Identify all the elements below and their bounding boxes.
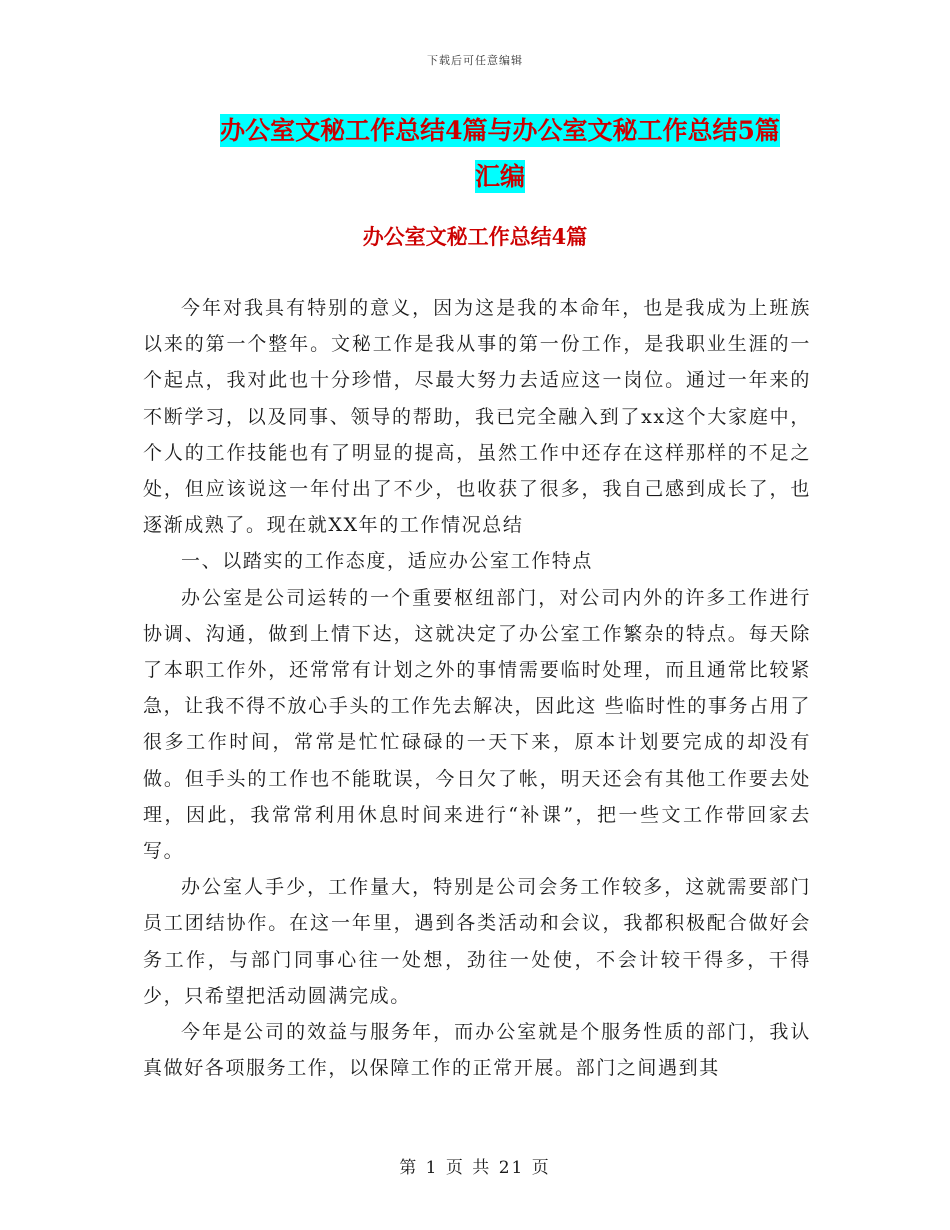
paragraph: 办公室人手少，工作量大，特别是公司会务工作较多，这就需要部门员工团结协作。在这一年里，遇到各类活动和会议，我都积极配合做好会务工作，与部门同事心往一处想，劲往一处使，不会计较干得多，干得少，只希望把活动圆满完成。	[143, 876, 811, 1007]
body-text	[143, 290, 811, 1086]
paragraph-heading: 一、以踏实的工作态度，适应办公室工作特点	[181, 550, 594, 573]
document-title	[150, 108, 850, 200]
document-title-line-1: 办公室文秘工作总结4篇与办公室文秘工作总结5篇	[220, 116, 780, 145]
page-footer: 第 1 页 共 21 页	[399, 1158, 551, 1178]
paragraph: 今年对我具有特别的意义，因为这是我的本命年，也是我成为上班族以来的第一个整年。文秘工作是我从事的第一份工作，是我职业生涯的一个起点，我对此也十分珍惜，尽最大努力去适应这一岗位。通过一年来的不断学习，以及同事、领导的帮助，我已完全融入到了xx这个大家庭中，个人的工作技能也有了明显的提高，虽然工作中还存在这样那样的不足之处，但应该说这一年付出了不少，也收获了很多，我自己感到成长了，也逐渐成熟了。现在就XX年的工作情况总结	[143, 297, 811, 537]
paragraph: 今年是公司的效益与服务年，而办公室就是个服务性质的部门，我认真做好各项服务工作，以保障工作的正常开展。部门之间遇到其	[143, 1021, 811, 1080]
document-title-line-2: 汇编	[474, 162, 525, 191]
header-note: 下载后可任意编辑	[427, 54, 523, 67]
paragraph: 办公室是公司运转的一个重要枢纽部门，对公司内外的许多工作进行协调、沟通，做到上情下达，这就决定了办公室工作繁杂的特点。每天除了本职工作外，还常常有计划之外的事情需要临时处理，而且通常比较紧急，让我不得不放心手头的工作先去解决，因此这 些临时性的事务占用了很多工作时间，常常是忙忙碌碌的一天下来，原本计划要完成的却没有做。但手头的工作也不能耽误，今日欠了帐，明天还会有其他工作要去处理，因此，我常常利用休息时间来进行“补课”，把一些文工作带回家去写。	[143, 586, 811, 863]
section-title: 办公室文秘工作总结4篇	[362, 224, 588, 249]
